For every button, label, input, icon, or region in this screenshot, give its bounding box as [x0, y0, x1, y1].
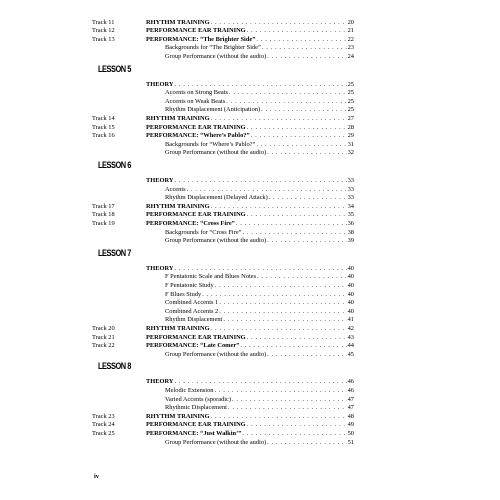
dot-leader — [267, 438, 346, 447]
entry-page: 27 — [347, 114, 354, 122]
track-number: Track 14 — [92, 114, 115, 122]
entry-title: Accents on Strong Beats — [165, 89, 229, 97]
entry-line — [165, 52, 354, 61]
entry-page: 42 — [347, 324, 354, 332]
entry-page: 40 — [347, 281, 354, 289]
entry-title: THEORY — [146, 378, 174, 386]
entry-page: 49 — [347, 421, 354, 429]
entry-title: PERFORMANCE: “The Brighter Side” — [146, 35, 256, 43]
entry-page: 45 — [347, 350, 354, 358]
entry-page: 40 — [347, 264, 354, 272]
track-number: Track 17 — [92, 202, 115, 210]
track-number: Track 19 — [92, 219, 115, 227]
entry-page: 41 — [347, 316, 354, 324]
entry-title: Rhythm Displacement (Delayed Attack) — [165, 194, 268, 202]
entry-title: Rhythmic Displacement — [165, 404, 227, 412]
entry-page: 40 — [347, 273, 354, 281]
entry-page: 24 — [347, 52, 354, 60]
lesson-label: LESSON 6 — [98, 159, 131, 171]
entry-page: 51 — [347, 438, 354, 446]
entry-title: PERFORMANCE EAR TRAINING — [146, 27, 246, 35]
entry-title: Backgrounds for “The Brighter Side” — [165, 44, 261, 52]
entry-page: 33 — [347, 185, 354, 193]
dot-leader — [267, 52, 346, 61]
entry-title: RHYTHM TRAINING — [146, 114, 210, 122]
entry-title: PERFORMANCE: “Where’s Pablo?” — [146, 132, 250, 140]
entry-title: Rhythm Displacement (Anticipation) — [165, 106, 261, 114]
entry-title: Group Performance (without the audio) — [165, 149, 267, 157]
track-number: Track 24 — [92, 421, 115, 429]
entry-title: PERFORMANCE EAR TRAINING — [146, 421, 246, 429]
lesson-heading — [0, 249, 500, 261]
track-number: Track 11 — [92, 18, 115, 26]
toc-entry — [0, 350, 500, 359]
entry-title: Backgrounds for “Cross Fire” — [165, 228, 242, 236]
entry-page: 25 — [347, 89, 354, 97]
entry-page: 22 — [347, 35, 354, 43]
entry-page: 38 — [347, 228, 354, 236]
lesson-label: LESSON 5 — [98, 63, 131, 75]
track-number: Track 16 — [92, 132, 115, 140]
entry-title: F Pentatonic Study — [165, 281, 214, 289]
entry-title: PERFORMANCE EAR TRAINING — [146, 123, 246, 131]
entry-page: 40 — [347, 299, 354, 307]
entry-line — [165, 148, 354, 157]
entry-page: 25 — [347, 106, 354, 114]
entry-title: Combined Accents 2 — [165, 307, 219, 315]
entry-title: F Blues Study — [165, 290, 202, 298]
entry-page: 47 — [347, 395, 354, 403]
entry-page: 25 — [347, 97, 354, 105]
entry-title: Group Performance (without the audio) — [165, 52, 267, 60]
entry-page: 47 — [347, 404, 354, 412]
entry-line — [165, 236, 354, 245]
entry-page: 31 — [347, 140, 354, 148]
lesson-heading — [0, 161, 500, 173]
entry-page: 46 — [347, 386, 354, 394]
track-number: Track 25 — [92, 429, 115, 437]
track-number: Track 20 — [92, 324, 115, 332]
entry-page: 40 — [347, 307, 354, 315]
track-number: Track 13 — [92, 35, 115, 43]
entry-title: PERFORMANCE: “Just Walkin’” — [146, 429, 242, 437]
entry-title: PERFORMANCE EAR TRAINING — [146, 333, 246, 341]
entry-title: THEORY — [146, 264, 174, 272]
entry-page: 40 — [347, 290, 354, 298]
page-number: iv — [94, 473, 100, 480]
entry-title: PERFORMANCE: “Cross Fire” — [146, 219, 235, 227]
entry-title: Backgrounds for “Where’s Pablo?” — [165, 140, 256, 148]
entry-page: 46 — [347, 378, 354, 386]
track-number: Track 22 — [92, 342, 115, 350]
entry-page: 34 — [347, 202, 354, 210]
entry-title: THEORY — [146, 176, 174, 184]
entry-page: 20 — [347, 18, 354, 26]
dot-leader — [267, 236, 346, 245]
track-number: Track 21 — [92, 333, 115, 341]
entry-page: 39 — [347, 237, 354, 245]
entry-page: 28 — [347, 123, 354, 131]
dot-leader — [267, 350, 346, 359]
entry-page: 43 — [347, 333, 354, 341]
entry-page: 25 — [347, 80, 354, 88]
toc-entry — [0, 438, 500, 447]
entry-page: 35 — [347, 211, 354, 219]
entry-title: Accents — [165, 185, 186, 193]
entry-page: 50 — [347, 429, 354, 437]
lesson-label: LESSON 7 — [98, 247, 131, 259]
track-number: Track 15 — [92, 123, 115, 131]
entry-title: RHYTHM TRAINING — [146, 412, 210, 420]
entry-page: 23 — [347, 44, 354, 52]
entry-title: Group Performance (without the audio) — [165, 237, 267, 245]
dot-leader — [267, 148, 346, 157]
toc-entry — [0, 236, 500, 245]
entry-title: Group Performance (without the audio) — [165, 350, 267, 358]
lesson-label: LESSON 8 — [98, 361, 131, 373]
entry-title: F Pentatonic Scale and Blues Notes — [165, 273, 257, 281]
entry-page: 36 — [347, 219, 354, 227]
entry-title: Rhythm Displacement — [165, 316, 223, 324]
toc-entry — [0, 148, 500, 157]
entry-title: RHYTHM TRAINING — [146, 324, 210, 332]
entry-title: PERFORMANCE EAR TRAINING — [146, 211, 246, 219]
entry-line — [165, 350, 354, 359]
entry-title: RHYTHM TRAINING — [146, 18, 210, 26]
entry-page: 21 — [347, 27, 354, 35]
lesson-heading — [0, 362, 500, 374]
entry-page: 29 — [347, 132, 354, 140]
entry-page: 32 — [347, 149, 354, 157]
entry-line — [165, 438, 354, 447]
track-number: Track 12 — [92, 27, 115, 35]
entry-title: Melodic Extension — [165, 386, 214, 394]
toc-entry — [0, 52, 500, 61]
entry-title: Accents on Weak Beats — [165, 97, 226, 105]
entry-title: THEORY — [146, 80, 174, 88]
entry-title: Group Performance (without the audio) — [165, 438, 267, 446]
entry-title: PERFORMANCE: “Late Comer” — [146, 342, 240, 350]
entry-page: 44 — [347, 342, 354, 350]
track-number: Track 23 — [92, 412, 115, 420]
entry-title: Varied Accents (sporadic) — [165, 395, 232, 403]
entry-title: RHYTHM TRAINING — [146, 202, 210, 210]
entry-title: Combined Accents 1 — [165, 299, 219, 307]
entry-page: 48 — [347, 412, 354, 420]
track-number: Track 18 — [92, 211, 115, 219]
lesson-heading — [0, 65, 500, 77]
entry-page: 33 — [347, 176, 354, 184]
entry-page: 33 — [347, 194, 354, 202]
